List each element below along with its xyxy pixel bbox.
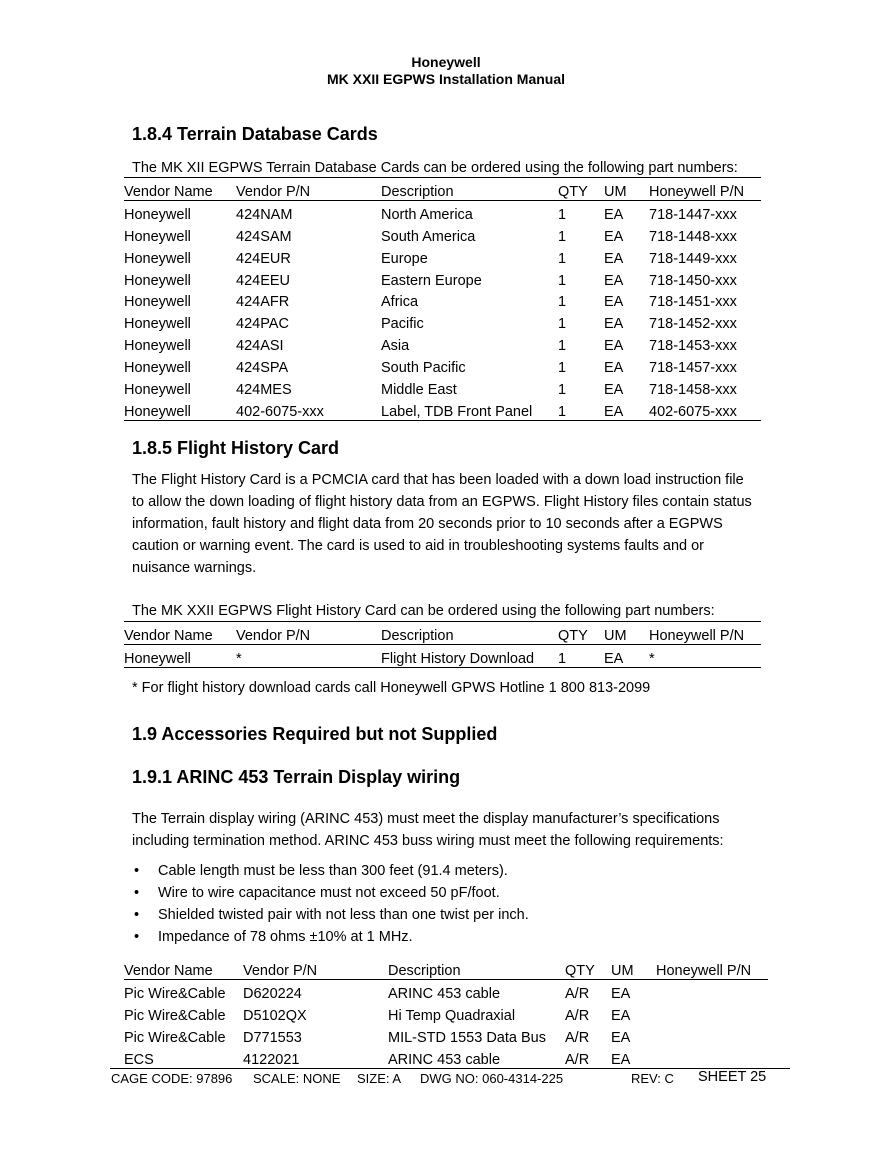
table-cell: 402-6075-xxx <box>649 403 737 420</box>
table-row <box>124 289 761 311</box>
table-cell: Pic Wire&Cable <box>124 985 226 1002</box>
table-cell: EA <box>604 272 624 289</box>
table-cell: D5102QX <box>243 1007 307 1024</box>
table-cell: Honeywell <box>124 294 191 311</box>
table-cell: EA <box>604 228 624 245</box>
column-header: Vendor Name <box>124 178 236 201</box>
table-row <box>124 201 761 223</box>
table-cell: Flight History Download <box>381 650 535 667</box>
table-cell: South America <box>381 228 476 245</box>
table-cell: 424MES <box>236 382 292 399</box>
footer-size: SIZE: A <box>357 1071 402 1086</box>
table-cell: 718-1451-xxx <box>649 294 737 311</box>
table-cell: 1 <box>558 272 567 289</box>
table-cell: 424SAM <box>236 228 292 245</box>
table-cell: Honeywell <box>124 360 191 377</box>
table-cell: Pic Wire&Cable <box>124 1029 226 1046</box>
table-row <box>124 398 761 420</box>
table-cell: 1 <box>558 294 567 311</box>
table-cell: 1 <box>558 338 567 355</box>
table-row <box>124 376 761 398</box>
table-cell: 718-1457-xxx <box>649 360 737 377</box>
table-cell: * <box>236 650 242 667</box>
bullet-icon: • <box>134 907 140 923</box>
section-title-1-8-5: 1.8.5 Flight History Card <box>132 438 340 458</box>
table-cell: EA <box>604 360 624 377</box>
table-cell: 424PAC <box>236 316 289 333</box>
list-item-text: Impedance of 78 ohms ±10% at 1 MHz. <box>158 929 413 945</box>
list-item <box>132 926 529 948</box>
table-row <box>124 1024 768 1046</box>
table-cell: 718-1449-xxx <box>649 250 737 267</box>
footer-scale: SCALE: NONE <box>253 1071 341 1086</box>
flight-history-description <box>132 469 752 579</box>
table-cell: 1 <box>558 382 567 399</box>
table-cell: ECS <box>124 1051 154 1068</box>
column-header: Honeywell P/N <box>649 622 761 645</box>
table-cell: Pic Wire&Cable <box>124 1007 226 1024</box>
table-cell: Eastern Europe <box>381 272 482 289</box>
list-item-text: Shielded twisted pair with not less than one twist per inch. <box>158 907 529 923</box>
list-item-text: Wire to wire capacitance must not exceed 50 pF/foot. <box>158 885 500 901</box>
table-cell: 718-1453-xxx <box>649 338 737 355</box>
table-header-row <box>124 622 761 645</box>
column-header: Description <box>381 178 558 201</box>
terrain-cards-intro: The MK XII EGPWS Terrain Database Cards can be ordered using the following part numbers: <box>132 160 738 176</box>
table-cell: EA <box>604 316 624 333</box>
table-cell: EA <box>604 338 624 355</box>
table-cell: EA <box>611 1029 631 1046</box>
table-cell: EA <box>611 1051 631 1068</box>
table-row <box>124 267 761 289</box>
table-cell: EA <box>604 382 624 399</box>
section-title-1-8-4: 1.8.4 Terrain Database Cards <box>132 124 378 144</box>
table-row <box>124 332 761 354</box>
table-cell: Middle East <box>381 382 457 399</box>
column-header: Vendor Name <box>124 622 236 645</box>
table-cell: 718-1452-xxx <box>649 316 737 333</box>
column-header: Vendor P/N <box>236 178 381 201</box>
table-row <box>124 354 761 376</box>
table-cell: 4122021 <box>243 1051 300 1068</box>
table-cell: Honeywell <box>124 338 191 355</box>
footer-cage-code: CAGE CODE: 97896 <box>111 1071 233 1086</box>
table-cell: ARINC 453 cable <box>388 985 501 1002</box>
list-item-text: Cable length must be less than 300 feet (91.4 meters). <box>158 863 508 879</box>
header-company: Honeywell <box>411 54 481 70</box>
table-cell: MIL-STD 1553 Data Bus <box>388 1029 546 1046</box>
table-cell: EA <box>604 250 624 267</box>
table-cell: ARINC 453 cable <box>388 1051 501 1068</box>
table-cell: * <box>649 650 655 667</box>
column-header: Honeywell P/N <box>656 957 768 980</box>
table-row <box>124 310 761 332</box>
footer-dwg-no: DWG NO: 060-4314-225 <box>420 1071 564 1086</box>
header-manual-title: MK XXII EGPWS Installation Manual <box>326 71 566 87</box>
table-cell <box>656 1024 768 1046</box>
hotline-note: * For flight history download cards call Honeywell GPWS Hotline 1 800 813-2099 <box>132 680 651 696</box>
table-cell: D771553 <box>243 1029 302 1046</box>
column-header: Honeywell P/N <box>649 178 761 201</box>
table-cell: A/R <box>565 1051 590 1068</box>
table-cell: A/R <box>565 1007 590 1024</box>
table-row <box>124 245 761 267</box>
table-cell: 424ASI <box>236 338 284 355</box>
table-cell: 1 <box>558 403 567 420</box>
footer-rule <box>110 1068 790 1069</box>
table-cell <box>656 980 768 1002</box>
table-cell: 424NAM <box>236 206 293 223</box>
list-item <box>132 904 529 926</box>
table-cell: Honeywell <box>124 382 191 399</box>
table-cell: 424EEU <box>236 272 291 289</box>
table-row <box>124 980 768 1002</box>
flight-history-table <box>124 621 761 668</box>
table-cell: Honeywell <box>124 250 191 267</box>
column-header: UM <box>611 957 656 980</box>
table-cell: Pacific <box>381 316 424 333</box>
table-header-row <box>124 957 768 980</box>
table-cell: Honeywell <box>124 272 191 289</box>
table-cell: D620224 <box>243 985 302 1002</box>
table-row <box>124 1002 768 1024</box>
table-header-row <box>124 178 761 201</box>
table-cell: Honeywell <box>124 228 191 245</box>
table-cell: 718-1447-xxx <box>649 206 737 223</box>
column-header: UM <box>604 178 649 201</box>
paragraph-line: The Terrain display wiring (ARINC 453) must meet the display manufacturer’s specifications <box>132 811 720 827</box>
table-cell: Honeywell <box>124 316 191 333</box>
column-header: Description <box>388 957 565 980</box>
column-header: QTY <box>558 622 604 645</box>
column-header: QTY <box>565 957 611 980</box>
table-cell: 1 <box>558 250 567 267</box>
table-cell: 718-1450-xxx <box>649 272 737 289</box>
table-cell: A/R <box>565 1029 590 1046</box>
table-cell: Honeywell <box>124 403 191 420</box>
column-header: Vendor Name <box>124 957 243 980</box>
table-cell: EA <box>604 403 624 420</box>
table-cell: 1 <box>558 360 567 377</box>
section-title-1-9: 1.9 Accessories Required but not Supplied <box>132 724 498 744</box>
wiring-requirements-list <box>132 860 529 948</box>
paragraph-line: information, fault history and flight data from 20 seconds prior to 10 seconds after a EGPWS <box>132 516 723 532</box>
table-cell: 424EUR <box>236 250 291 267</box>
table-cell: Africa <box>381 294 419 311</box>
table-row <box>124 223 761 245</box>
table-cell: Honeywell <box>124 206 191 223</box>
table-cell: 718-1448-xxx <box>649 228 737 245</box>
table-cell: 402-6075-xxx <box>236 403 324 420</box>
column-header: Vendor P/N <box>236 622 381 645</box>
table-cell: Asia <box>381 338 410 355</box>
column-header: UM <box>604 622 649 645</box>
table-cell <box>656 1046 768 1068</box>
table-cell: South Pacific <box>381 360 466 377</box>
table-cell: EA <box>611 985 631 1002</box>
table-cell: 424AFR <box>236 294 290 311</box>
table-cell: 1 <box>558 650 567 667</box>
bullet-icon: • <box>134 885 140 901</box>
column-header: QTY <box>558 178 604 201</box>
table-cell: A/R <box>565 985 590 1002</box>
terrain-cards-table <box>124 177 761 421</box>
bullet-icon: • <box>134 863 140 879</box>
paragraph-line: to allow the down loading of flight history data from an EGPWS. Flight History files contain status <box>132 494 752 510</box>
table-cell: EA <box>604 650 624 667</box>
column-header: Description <box>381 622 558 645</box>
paragraph-line: caution or warning event. The card is used to aid in troubleshooting systems faults and or <box>132 538 704 554</box>
table-cell: North America <box>381 206 473 223</box>
column-header: Vendor P/N <box>243 957 388 980</box>
table-cell: EA <box>604 294 624 311</box>
paragraph-line: nuisance warnings. <box>132 560 257 576</box>
table-cell: 1 <box>558 206 567 223</box>
section-title-1-9-1: 1.9.1 ARINC 453 Terrain Display wiring <box>132 767 461 787</box>
table-cell: Label, TDB Front Panel <box>381 403 533 420</box>
table-row <box>124 645 761 668</box>
table-cell: 1 <box>558 228 567 245</box>
paragraph-line: The Flight History Card is a PCMCIA card that has been loaded with a down load instruction file <box>132 472 744 488</box>
footer-rev: REV: C <box>631 1071 674 1086</box>
table-cell: 424SPA <box>236 360 289 377</box>
table-cell: Hi Temp Quadraxial <box>388 1007 516 1024</box>
list-item <box>132 882 529 904</box>
list-item <box>132 860 529 882</box>
table-cell: 1 <box>558 316 567 333</box>
paragraph-line: including termination method. ARINC 453 buss wiring must meet the following requirements: <box>132 833 724 849</box>
footer-sheet: SHEET 25 <box>698 1069 767 1085</box>
bullet-icon: • <box>134 929 140 945</box>
table-cell: Honeywell <box>124 650 191 667</box>
arinc-cable-table <box>124 957 768 1068</box>
table-cell: EA <box>604 206 624 223</box>
arinc-wiring-description <box>132 808 724 852</box>
flight-history-intro: The MK XXII EGPWS Flight History Card can be ordered using the following part numbers: <box>132 603 715 619</box>
table-cell: Europe <box>381 250 428 267</box>
table-cell <box>656 1002 768 1024</box>
table-cell: 718-1458-xxx <box>649 382 737 399</box>
table-row <box>124 1046 768 1068</box>
table-cell: EA <box>611 1007 631 1024</box>
